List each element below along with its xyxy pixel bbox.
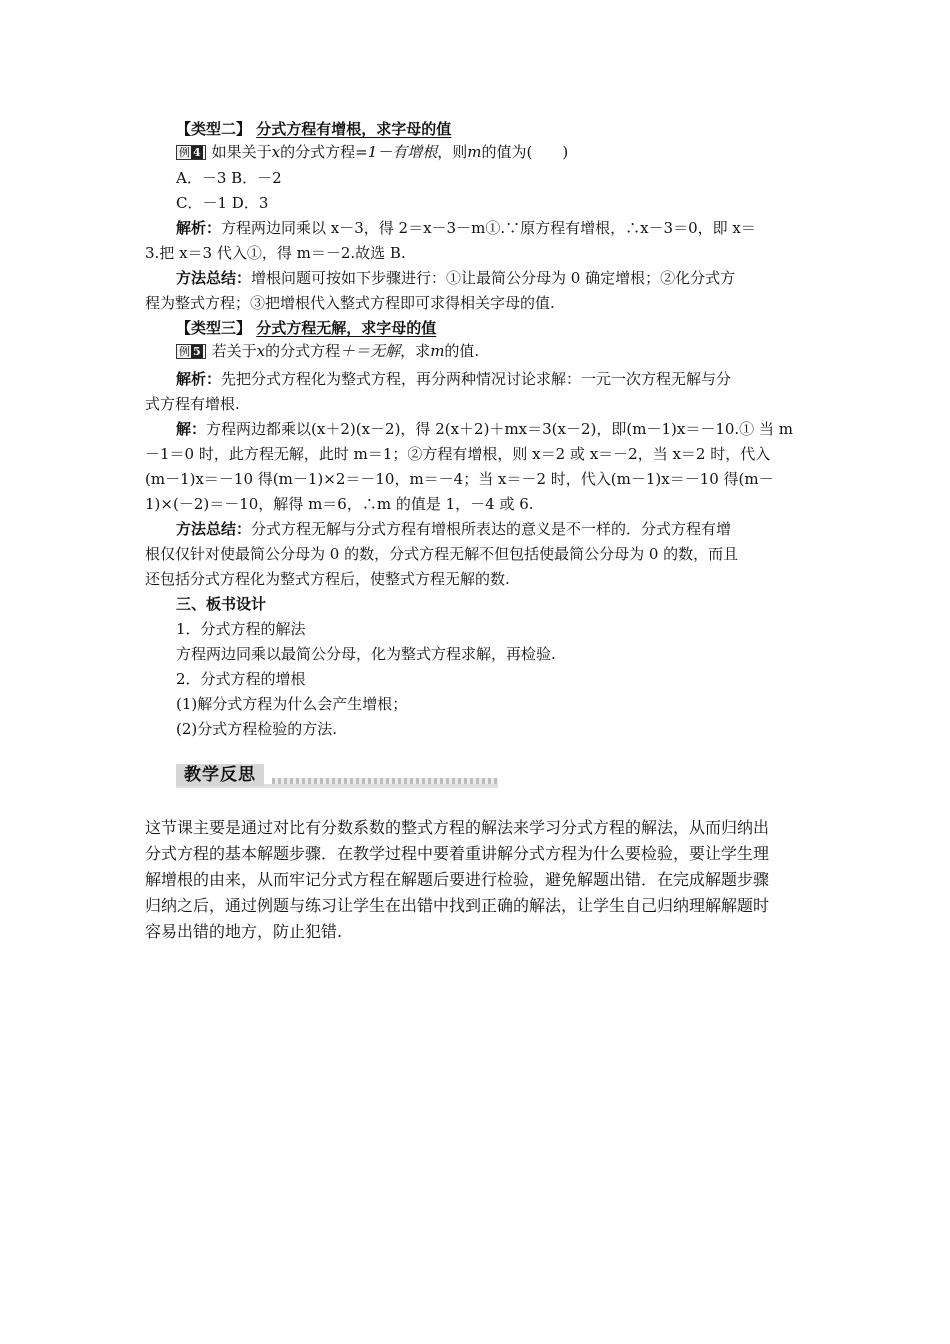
board-item-1: 1．分式方程的解法 xyxy=(176,620,306,638)
board-item-1-text: 方程两边同乘以最简公分母，化为整式方程求解，再检验. xyxy=(176,645,556,663)
type2-title: 分式方程有增根，求字母的值 xyxy=(256,120,452,138)
board-heading: 三、板书设计 xyxy=(176,595,267,613)
example4-question: 例 4 如果关于x的分式方程=1－有增根，则m的值为( ) xyxy=(176,142,568,162)
example5-solution-4: 1)×(－2)＝－10，解得 m＝6，∴m 的值是 1，－4 或 6. xyxy=(145,495,534,513)
reflection-banner xyxy=(176,764,498,788)
example5-analysis-2: 式方程有增根. xyxy=(145,395,240,413)
example-tag-icon: 例 4 xyxy=(176,145,206,160)
banner-dotted-line xyxy=(272,778,498,784)
example5-summary-1: 方法总结：分式方程无解与分式方程有增根所表达的意义是不一样的．分式方程有增 xyxy=(176,520,732,538)
example4-analysis-2: 3.把 x＝3 代入①，得 m＝－2.故选 B. xyxy=(145,244,406,262)
example5-solution-3: (m－1)x＝－10 得(m－1)×2＝－10，m＝－4；当 x＝－2 时，代入(m－1)x＝－10 得(m－ xyxy=(145,470,774,488)
example4-options-cd: C．－1 D．3 xyxy=(176,194,269,212)
example4-analysis-1: 解析：方程两边同乘以 x－3，得 2＝x－3－m①.∵原方程有增根，∴x－3＝0，即 x＝ xyxy=(176,219,756,237)
board-item-2: 2．分式方程的增根 xyxy=(176,670,306,688)
example5-solution-1: 解：方程两边都乘以(x＋2)(x－2)，得 2(x＋2)＋mx＝3(x－2)，即(m－1)x＝－10.① 当 m xyxy=(176,420,793,438)
board-item-2b: (2)分式方程检验的方法. xyxy=(176,720,338,738)
example5-summary-3: 还包括分式方程化为整式方程后，使整式方程无解的数. xyxy=(145,570,510,588)
reflection-line-1: 这节课主要是通过对比有分数系数的整式方程的解法来学习分式方程的解法，从而归纳出 xyxy=(145,818,770,837)
reflection-banner-label: 教学反思 xyxy=(176,764,264,786)
type3-title: 分式方程无解，求字母的值 xyxy=(256,319,437,337)
type2-label: 【类型二】 xyxy=(176,120,252,138)
reflection-line-2: 分式方程的基本解题步骤．在教学过程中要着重讲解分式方程为什么要检验，要让学生理 xyxy=(145,844,770,863)
reflection-line-5: 容易出错的地方，防止犯错. xyxy=(145,922,343,941)
example5-analysis-1: 解析：先把分式方程化为整式方程，再分两种情况讨论求解：一元一次方程无解与分 xyxy=(176,370,732,388)
type3-label: 【类型三】 xyxy=(176,319,252,337)
type3-heading xyxy=(176,318,436,338)
board-item-2a: (1)解分式方程为什么会产生增根； xyxy=(176,695,408,713)
example4-summary-2: 程为整式方程；③把增根代入整式方程即可求得相关字母的值. xyxy=(145,294,555,312)
type2-heading xyxy=(176,119,451,139)
example-tag-icon: 例 5 xyxy=(176,344,206,359)
example4-options-ab: A．－3 B．－2 xyxy=(176,169,282,187)
example5-solution-2: －1＝0 时，此方程无解，此时 m＝1；②方程有增根，则 x＝2 或 x＝－2，当 x＝2 时，代入 xyxy=(145,445,771,463)
reflection-line-4: 归纳之后，通过例题与练习让学生在出错中找到正确的解法，让学生自己归纳理解解题时 xyxy=(145,896,770,915)
reflection-line-3: 解增根的由来，从而牢记分式方程在解题后要进行检验，避免解题出错．在完成解题步骤 xyxy=(145,870,770,889)
example5-question: 例 5 若关于x的分式方程＋＝无解，求m的值. xyxy=(176,341,479,361)
example5-summary-2: 根仅仅针对使最简公分母为 0 的数，分式方程无解不但包括使最简公分母为 0 的数，而且 xyxy=(145,545,739,563)
example4-summary-1: 方法总结：增根问题可按如下步骤进行：①让最简公分母为 0 确定增根；②化分式方 xyxy=(176,269,736,287)
